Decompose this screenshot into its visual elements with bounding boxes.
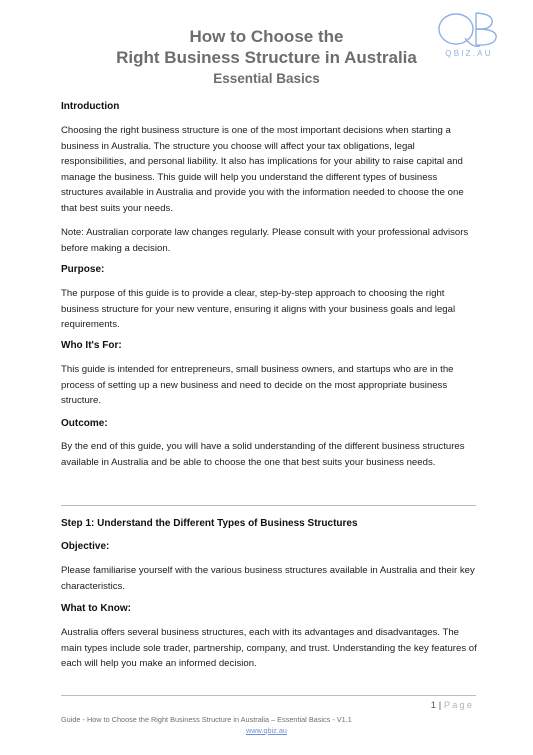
section-divider <box>61 505 476 506</box>
page-number-value: 1 <box>430 700 437 711</box>
page-label: Page <box>443 700 474 711</box>
introduction-heading: Introduction <box>61 101 120 112</box>
outcome-heading: Outcome: <box>61 418 108 429</box>
purpose-heading: Purpose: <box>61 264 105 275</box>
objective-paragraph: Please familiarise yourself with the various business structures available in Australia and their key characteristics. <box>61 565 475 592</box>
who-paragraph: This guide is intended for entrepreneurs, small business owners, and startups who are in the process of setting up a new business and need to decide on the most appropriate business structure. <box>61 364 454 406</box>
outcome-paragraph: By the end of this guide, you will have a solid understanding of the different business structures available in Australia and be able to choose the one that best suits your business needs. <box>61 441 465 468</box>
title-line-2: Right Business Structure in Australia <box>116 48 417 67</box>
purpose-paragraph: The purpose of this guide is to provide a clear, step-by-step approach to choosing the right business structure for your new venture, ensuring it aligns with your business goals and legal requirements. <box>61 288 456 330</box>
what-to-know-paragraph: Australia offers several business structures, each with its advantages and disadvantages. The main types include sole trader, partnership, company, and trust. Understanding the key features of each will help you make an informed decision. <box>61 627 477 669</box>
introduction-paragraph: Choosing the right business structure is one of the most important decisions when starting a business in Australia. The structure you choose will affect your tax obligations, legal responsibilities, and personal liability. It also has implications for your ability to raise capital and manage the business. This guide will help you understand the different types of business structures available in Australia and provide you with the information needed to choose the one that best suits your needs. <box>61 125 464 214</box>
footer-website-link[interactable]: www.qbiz.au <box>246 726 287 735</box>
footer-divider <box>61 695 476 696</box>
page-number <box>431 700 474 711</box>
title-line-1: How to Choose the <box>189 27 344 46</box>
step1-heading: Step 1: Understand the Different Types of Business Structures <box>61 518 358 529</box>
introduction-note: Note: Australian corporate law changes regularly. Please consult with your professional advisors before making a decision. <box>61 227 469 254</box>
who-heading: Who It's For: <box>61 340 122 351</box>
page-separator: | <box>438 700 442 711</box>
what-to-know-heading: What to Know: <box>61 603 131 614</box>
objective-heading: Objective: <box>61 541 110 552</box>
document-subtitle: Essential Basics <box>213 71 320 86</box>
footer-document-title: Guide - How to Choose the Right Business Structure in Australia – Essential Basics - V1.1 <box>61 715 352 724</box>
logo-wordmark: QBIZ.AU <box>445 49 493 58</box>
